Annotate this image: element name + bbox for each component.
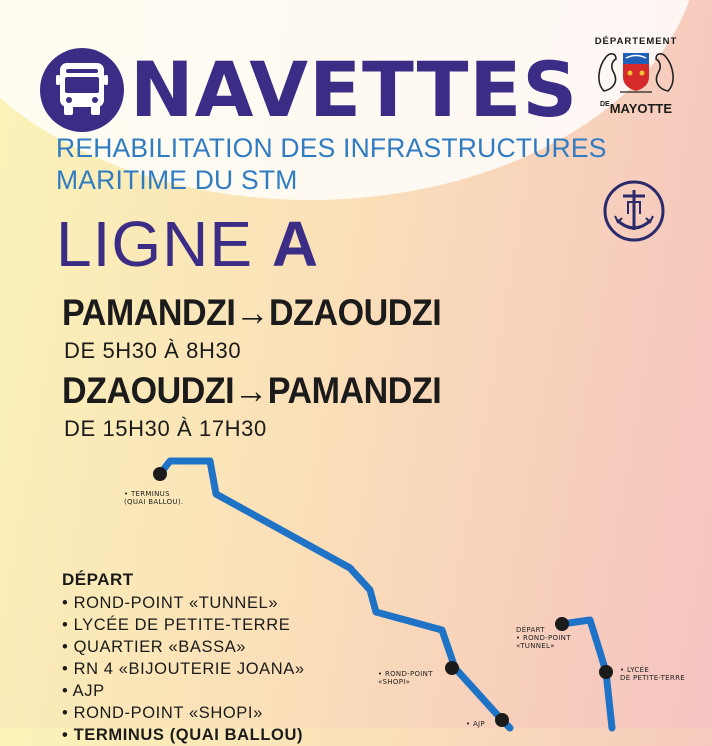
route-1-hours: DE 5H30 À 8H30 bbox=[64, 338, 242, 363]
logo-bottom-name: MAYOTTE bbox=[609, 101, 673, 116]
subtitle-line-1: REHABILITATION DES INFRASTRUCTURES bbox=[56, 133, 607, 163]
list-item: • ROND-POINT «SHOPI» bbox=[62, 702, 305, 724]
stop-lycee-dot bbox=[599, 665, 613, 679]
list-item: • ROND-POINT «TUNNEL» bbox=[62, 592, 305, 614]
list-item: • RN 4 «BIJOUTERIE JOANA» bbox=[62, 658, 305, 680]
departure-items bbox=[62, 592, 305, 746]
stop-label-tunnel-2: • ROND-POINT bbox=[516, 634, 571, 642]
route-1-label: PAMANDZI→DZAOUDZI bbox=[62, 292, 442, 333]
list-item: • QUARTIER «BASSA» bbox=[62, 636, 305, 658]
line-letter: A bbox=[271, 208, 320, 280]
logo-top-text: DÉPARTEMENT bbox=[594, 36, 678, 47]
logo-bottom-text bbox=[588, 101, 684, 116]
subtitle-line-2: MARITIME DU STM bbox=[56, 165, 298, 195]
list-item: • AJP bbox=[62, 680, 305, 702]
page-subtitle bbox=[56, 132, 696, 196]
stop-label-lycee-2: DE PETITE-TERRE bbox=[620, 674, 685, 682]
stop-label-lycee bbox=[620, 666, 685, 682]
stop-terminus-dot bbox=[153, 467, 167, 481]
list-item: • TERMINUS (QUAI BALLOU) bbox=[62, 724, 305, 746]
list-item: • LYCÉE DE PETITE-TERRE bbox=[62, 614, 305, 636]
stop-label-terminus bbox=[124, 490, 183, 506]
stop-label-ajp: • AJP bbox=[466, 720, 485, 728]
stm-anchor-logo bbox=[601, 180, 667, 246]
stop-label-tunnel-3: «TUNNEL» bbox=[516, 642, 555, 650]
coat-of-arms-icon bbox=[590, 47, 682, 95]
stop-label-shopi bbox=[378, 670, 433, 686]
stop-label-tunnel bbox=[516, 626, 571, 650]
stop-label-shopi-2: «SHOPI» bbox=[378, 678, 411, 686]
departure-title: DÉPART bbox=[62, 570, 134, 589]
line-prefix: LIGNE bbox=[56, 208, 254, 280]
departure-list bbox=[62, 570, 305, 746]
route-2-label: DZAOUDZI→PAMANDZI bbox=[62, 370, 442, 411]
stop-label-lycee-1: • LYCÉE bbox=[620, 666, 650, 674]
stop-label-terminus-1: • TERMINUS bbox=[124, 490, 170, 498]
page-title: NAVETTES bbox=[130, 45, 579, 134]
stop-label-terminus-2: (QUAI BALLOU). bbox=[124, 498, 184, 506]
stop-ajp-dot bbox=[495, 713, 509, 727]
logo-bottom-small: DE bbox=[599, 101, 610, 108]
departement-mayotte-logo bbox=[588, 36, 684, 122]
stop-shopi-dot bbox=[445, 661, 459, 675]
bus-icon bbox=[40, 48, 124, 132]
header bbox=[40, 45, 579, 134]
stop-label-tunnel-1: DÉPART bbox=[516, 626, 545, 634]
route-2-hours: DE 15H30 À 17H30 bbox=[64, 416, 267, 441]
stop-label-shopi-1: • ROND-POINT bbox=[378, 670, 433, 678]
line-heading bbox=[56, 208, 320, 280]
